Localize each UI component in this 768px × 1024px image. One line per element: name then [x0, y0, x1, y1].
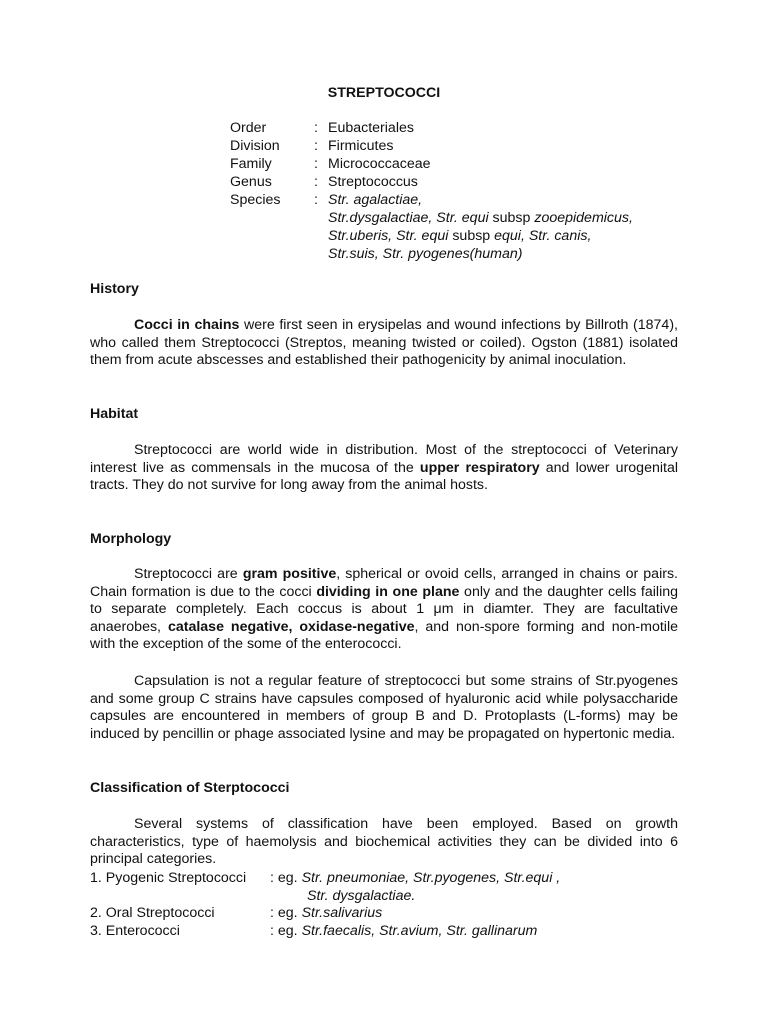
category-examples	[270, 888, 707, 906]
taxonomy-row-genus	[230, 173, 688, 191]
classification-intro	[90, 816, 678, 869]
history-paragraph	[90, 317, 678, 370]
bold-term: dividing in one plane	[316, 583, 460, 600]
species-name: Str. pneumoniae, Str.pyogenes, Str.equi ,	[301, 870, 561, 886]
taxonomy-row-order	[230, 119, 688, 137]
species-name: Str.faecalis, Str.avium, Str. gallinarum	[301, 922, 538, 939]
taxonomy-label: Family	[230, 156, 272, 172]
habitat-heading: Habitat	[90, 406, 139, 422]
species-name: Str. agalactiae,	[328, 192, 423, 208]
classification-item	[90, 905, 707, 923]
paragraph-text: and lower urogenital tracts. They do not survive for long away from the animal hosts.	[90, 459, 678, 494]
paragraph-text: only and the daughter cells failing to separate completely. Each coccus is about 1 μm in diamter. They are facultative anaerobes,	[90, 583, 679, 635]
morphology-heading: Morphology	[90, 531, 172, 547]
habitat-paragraph	[90, 442, 678, 495]
morphology-paragraph-2	[90, 673, 678, 743]
taxonomy-label: Division	[230, 138, 280, 154]
classification-heading: Classification of Sterptococci	[90, 780, 290, 796]
species-name: Str.dysgalactiae, Str. equi	[328, 210, 489, 226]
taxonomy-row-division	[230, 137, 688, 155]
taxonomy-value: Streptococcus	[328, 174, 418, 190]
taxonomy-colon: :	[314, 174, 318, 190]
paragraph-text: Streptococci are world wide in distribution. Most of the streptococci of Veterinary interest live as commensals in the mucosa of the	[90, 442, 678, 476]
species-name: equi, Str. canis,	[494, 228, 592, 244]
species-line	[328, 227, 688, 245]
paragraph-text: Capsulation is not a regular feature of streptococci but some strains of Str.pyogenes and some group C strains have capsules composed of hyaluronic acid while polysaccharide capsules are encountered in members of group B and D. Protoplasts (L-forms) may be induced by pencillin or phage associated lysine and may be propagated on hypertonic media.	[90, 673, 678, 742]
classification-list	[90, 870, 707, 940]
category-name: 2. Oral Streptococci	[90, 905, 215, 922]
taxonomy-row-family	[230, 155, 688, 173]
paragraph-text: , and non-spore forming and non-motile with the exception of the some of the enterococci.	[90, 618, 678, 653]
category-name: 3. Enterococci	[90, 922, 180, 939]
taxonomy-colon: :	[314, 156, 318, 172]
bold-term: upper respiratory	[419, 459, 540, 476]
paragraph-text: Several systems of classification have been employed. Based on growth characteristics, type of haemolysis and biochemical activities they can be divided into 6 principal categories.	[90, 816, 678, 868]
species-name: Str.salivarius	[301, 905, 383, 922]
taxonomy-label: Genus	[230, 174, 272, 190]
taxonomy-colon: :	[314, 192, 318, 208]
species-line	[328, 209, 688, 227]
species-list	[328, 191, 688, 263]
species-name: zooepidemicus,	[534, 210, 633, 226]
species-name: Str. dysgalactiae.	[307, 887, 416, 904]
page-title: STREPTOCOCCI	[327, 85, 441, 101]
bold-term: gram positive	[242, 566, 337, 582]
taxonomy-colon: :	[314, 138, 318, 154]
taxonomy-table	[230, 119, 688, 263]
taxonomy-value: Micrococcaceae	[328, 156, 431, 172]
bold-term: catalase negative, oxidase-negative	[167, 618, 415, 635]
species-line	[328, 245, 688, 263]
category-examples	[270, 905, 670, 923]
category-examples	[270, 870, 670, 888]
paragraph-text: , spherical or ovoid cells, arranged in chains or pairs. Chain formation is due to the cocci	[90, 566, 678, 600]
subsp-label: subsp	[488, 210, 535, 226]
morphology-paragraph-1	[90, 566, 678, 654]
eg-prefix: : eg.	[270, 870, 302, 886]
history-heading: History	[90, 281, 139, 297]
taxonomy-colon: :	[314, 120, 318, 136]
species-name: Str.suis, Str. pyogenes(human)	[328, 246, 523, 262]
category-name: 1. Pyogenic Streptococci	[90, 870, 247, 886]
classification-item	[90, 870, 707, 888]
paragraph-text: were first seen in erysipelas and wound infections by Billroth (1874), who called them Streptococci (Streptos, meaning twisted or coiled). Ogston (1881) isolated them from acute abscesses and established their pathogenicity by animal inoculation.	[90, 317, 678, 369]
bold-term: Cocci in chains	[134, 317, 240, 333]
eg-prefix: : eg.	[270, 922, 302, 939]
subsp-label: subsp	[448, 228, 495, 244]
category-examples	[270, 923, 670, 941]
paragraph-text: Streptococci are	[134, 566, 243, 582]
classification-item	[90, 923, 707, 941]
eg-prefix: : eg.	[270, 905, 302, 922]
taxonomy-label: Species	[230, 192, 281, 208]
taxonomy-value: Eubacteriales	[328, 120, 414, 136]
species-line	[328, 191, 688, 209]
taxonomy-label: Order	[230, 120, 267, 136]
taxonomy-value: Firmicutes	[328, 138, 394, 154]
taxonomy-row-species	[230, 191, 688, 263]
species-name: Str.uberis, Str. equi	[328, 228, 449, 244]
classification-item-continuation	[90, 888, 707, 906]
